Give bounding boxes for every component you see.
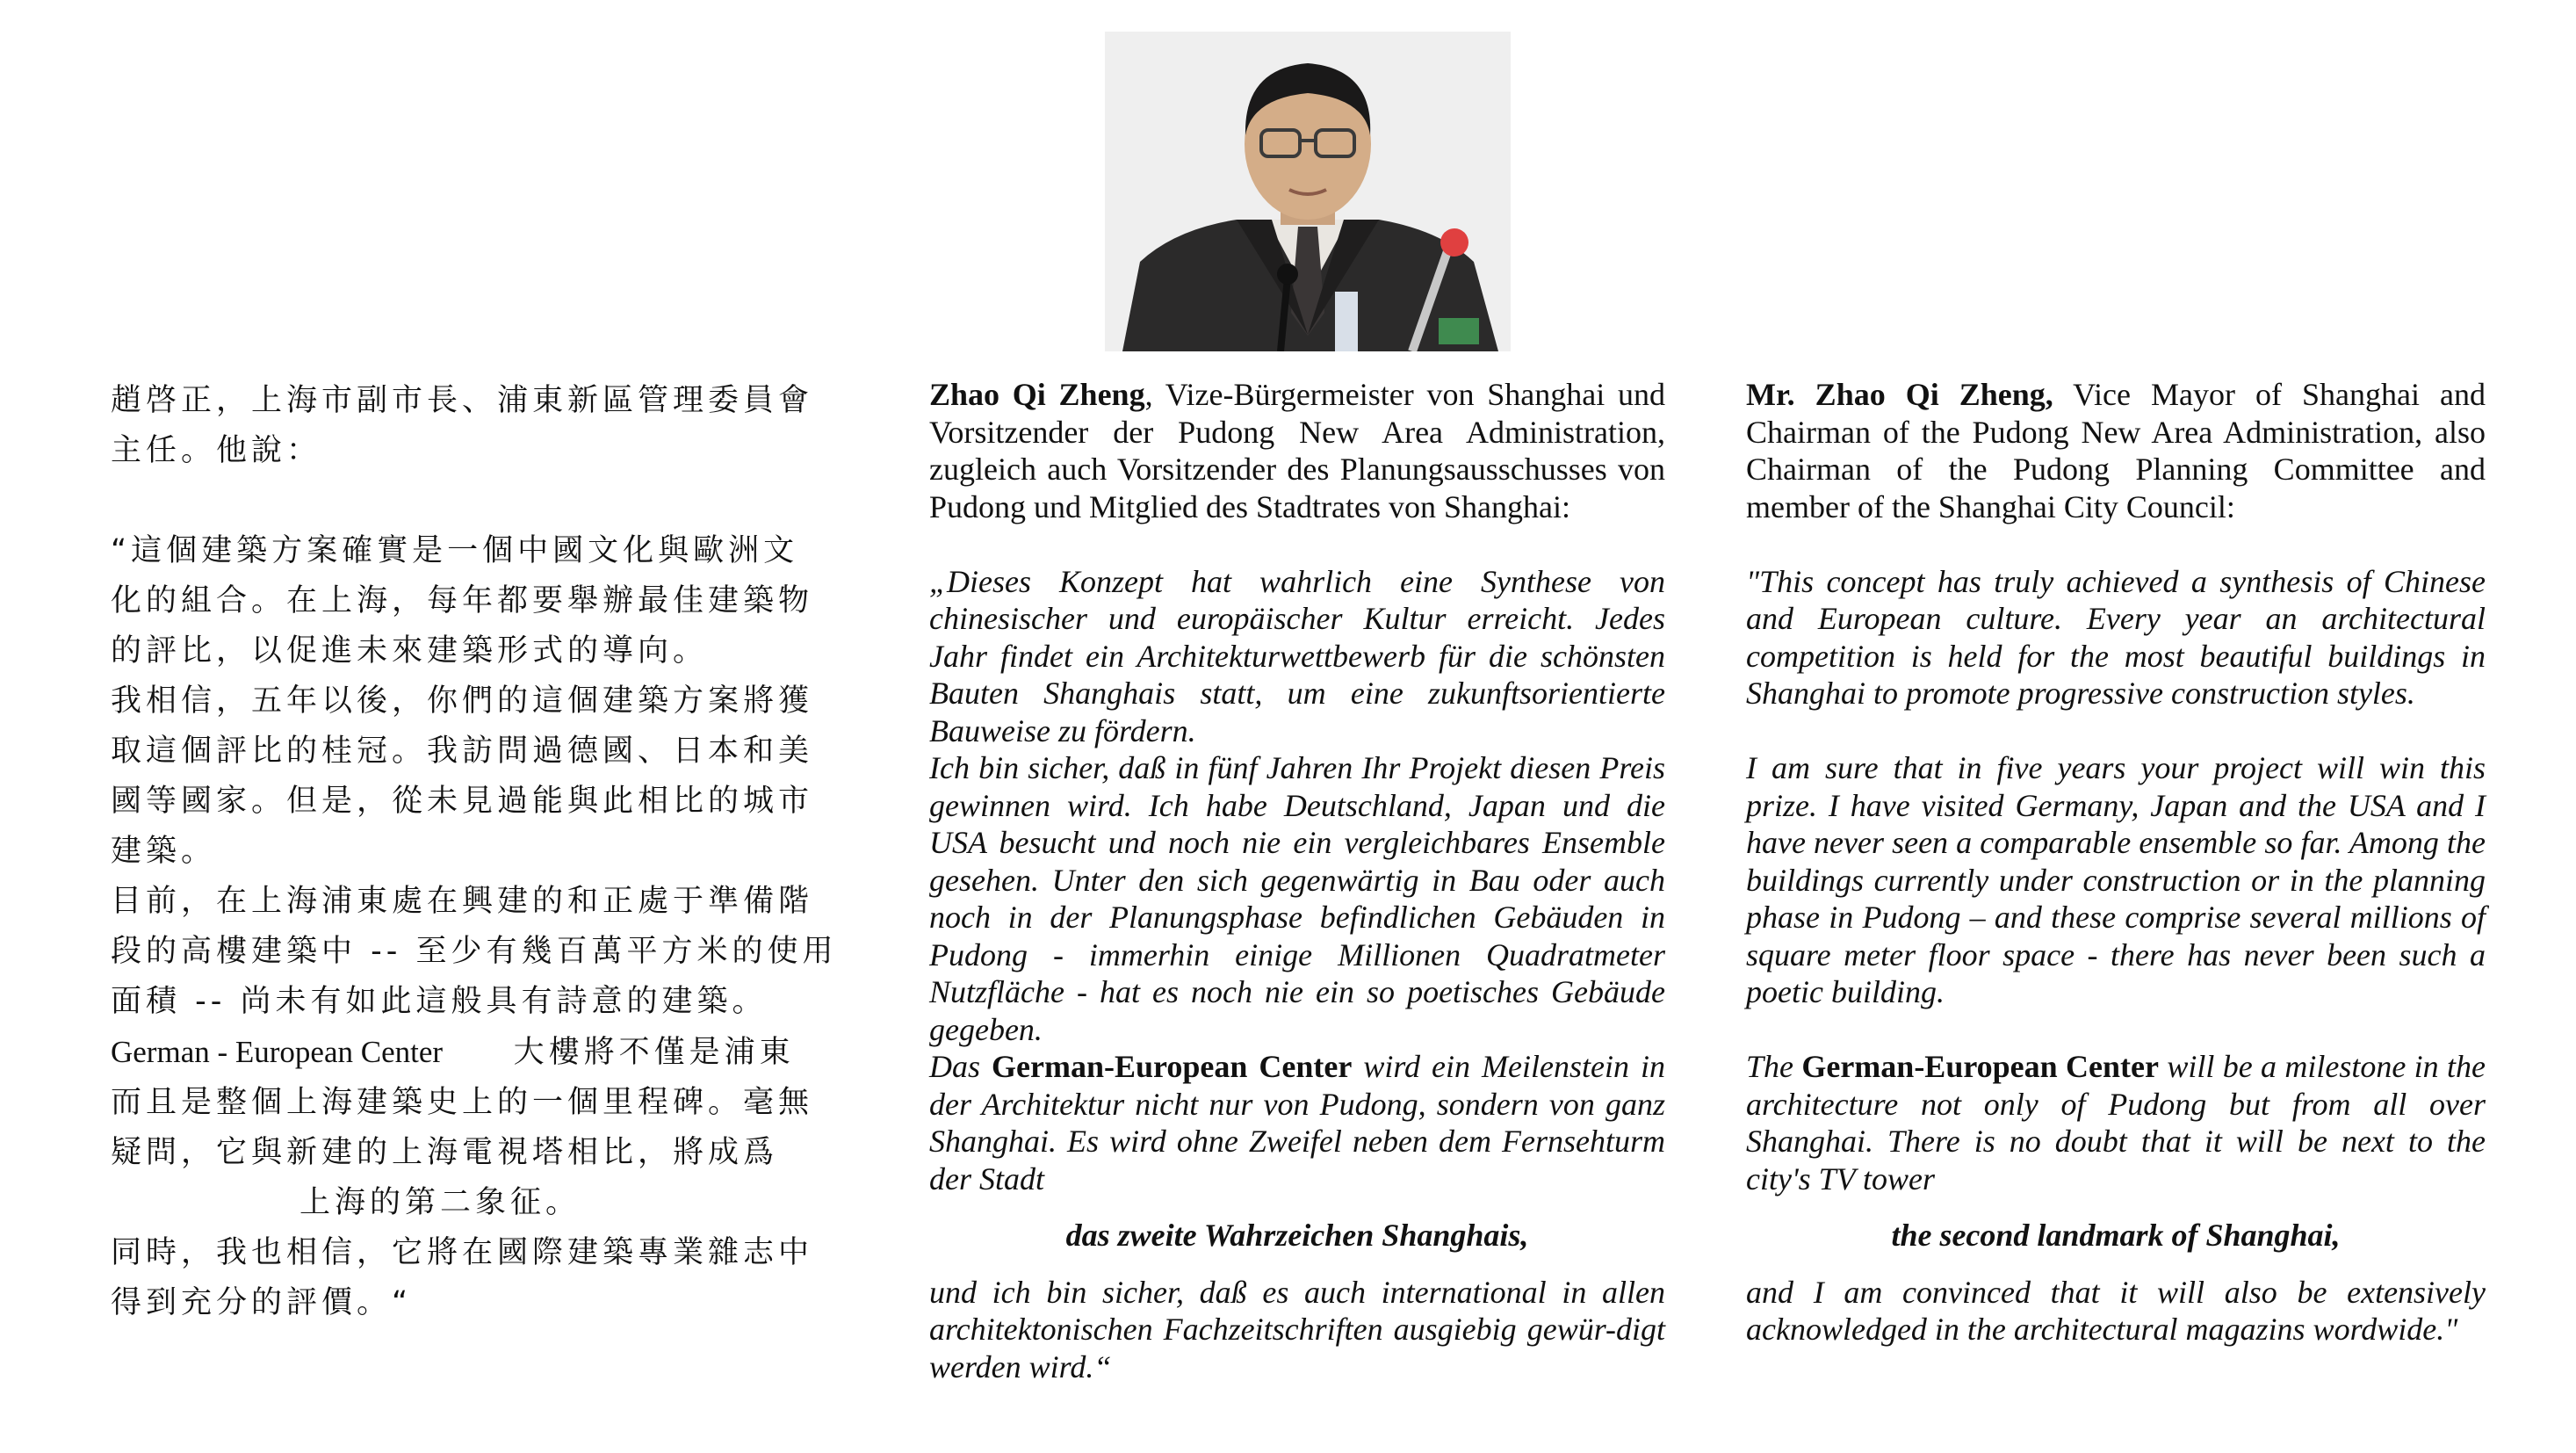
de-speaker-name: Zhao Qi Zheng (929, 377, 1145, 412)
cn-quote-line (111, 1027, 866, 1078)
cn-quote-line: 國等國家。但是，從未見過能與此相比的城市 (111, 784, 814, 819)
cn-quote-line: 面積 -- 尚未有如此這般具有詩意的建築。 (111, 984, 768, 1019)
de-text: wird ein Meilenstein in der Architektur nicht nur von Pudong, sondern von ganz Shanghai. Es wird ohne Zweifel neben dem Fernsehturm der Stadt (929, 1049, 1665, 1196)
cn-quote-line: “這個建築方案確實是一個中國文化與歐洲文 (111, 533, 799, 568)
de-center-name: German-European Center (992, 1049, 1353, 1084)
cn-quote-line: 而且是整個上海建築史上的一個里程碑。毫無 (111, 1085, 814, 1120)
en-text: The (1746, 1049, 1802, 1084)
de-landmark: das zweite Wahrzeichen Shanghais, (1065, 1218, 1529, 1253)
english-column (1746, 376, 2486, 1348)
de-quote-paragraph: „Dieses Konzept hat wahrlich eine Synthese von chinesischer und europäischer Kultur erreicht. Jedes Jahr findet ein Architekturwettbewerb für die schönsten Bauten Shanghais statt, um eine zukunftsorientierte Bauweise zu fördern. (929, 563, 1665, 748)
cn-quote-line: 段的高樓建築中 -- 至少有幾百萬平方米的使用 (111, 934, 838, 969)
cn-quote-line: 同時，我也相信，它將在國際建築專業雜志中 (111, 1235, 814, 1270)
chinese-column (111, 376, 866, 1328)
cn-quote-line: 取這個評比的桂冠。我訪問過德國、日本和美 (111, 734, 814, 769)
de-closing: und ich bin sicher, daß es auch international in allen architektonischen Fachzeitschriften ausgiebig gewür-digt werden wird.“ (929, 1274, 1665, 1384)
en-closing: and I am convinced that it will also be extensively acknowledged in the architectural magazins wordwide." (1746, 1274, 2486, 1347)
en-speaker-name: Mr. Zhao Qi Zheng, (1746, 377, 2053, 412)
en-center-name: German-European Center (1801, 1049, 2159, 1084)
de-intro (929, 376, 1665, 525)
de-quote-paragraph: Ich bin sicher, daß in fünf Jahren Ihr Projekt diesen Preis gewinnen wird. Ich habe Deutschland, Japan und die USA besucht und noch nie ein vergleichbares Ensemble gesehen. Unter den sich gegenwärtig in Bau oder auch noch in der Planungsphase befindlichen Gebäuden in Pudong - immerhin einige Millionen Quadratmeter Nutzfläche - hat es noch nie ein so poetisches Gebäude gegeben. (929, 750, 1665, 1047)
en-quote-paragraph (1746, 1048, 2486, 1197)
de-intro-text: , Vize-Bürgermeister von Shanghai und Vorsitzender der Pudong New Area Administration, zugleich auch Vorsitzender des Planungsausschusses von Pudong und Mitglied des Stadtrates von Shanghai: (929, 377, 1666, 524)
en-text: will be a milestone in the architecture not only of Pudong but from all over Shanghai. There is no doubt that it will be next to the city's TV tower (1746, 1049, 2486, 1196)
speaker-photo (1105, 32, 1511, 351)
german-column (929, 376, 1665, 1385)
cn-quote-line: 疑問，它與新建的上海電視塔相比，將成爲 (111, 1135, 779, 1170)
cn-quote-line: 得到充分的評價。“ (111, 1285, 413, 1320)
en-intro (1746, 376, 2486, 525)
cn-quote-line: 目前，在上海浦東處在興建的和正處于準備階 (111, 884, 814, 919)
cn-intro-line: 主任。他說： (111, 433, 322, 468)
cn-intro-line: 趙啓正，上海市副市長、浦東新區管理委員會 (111, 383, 814, 418)
cn-quote-text: 大樓將不僅是浦東 (513, 1035, 795, 1070)
cn-quote-line: 建築。 (111, 834, 217, 869)
cn-quote-line: 化的組合。在上海，每年都要舉辦最佳建築物 (111, 583, 814, 618)
de-quote-paragraph (929, 1048, 1665, 1197)
cn-center-name: German - European Center (111, 1035, 444, 1069)
cn-quote-line: 的評比，以促進未來建築形式的導向。 (111, 633, 709, 669)
en-intro-text: Vice Mayor of Shanghai and Chairman of the Pudong New Area Administration, also Chairman of the Pudong Planning Committee and member of the Shanghai City Council: (1746, 377, 2486, 524)
en-quote-paragraph: "This concept has truly achieved a synthesis of Chinese and European culture. Every year an architectural competition is held for the most beautiful buildings in Shanghai to promote progressive construction styles. (1746, 563, 2486, 711)
de-text: Das (929, 1049, 992, 1084)
cn-quote-line: 上海的第二象征。 (299, 1185, 581, 1220)
en-landmark: the second landmark of Shanghai, (1891, 1218, 2341, 1253)
en-quote-paragraph: I am sure that in five years your project will win this prize. I have visited Germany, Japan and the USA and I have never seen a comparable ensemble so far. Among the buildings currently under construction or in the planning phase in Pudong – and these comprise several millions of square meter floor space - there has never been such a poetic building. (1746, 750, 2486, 1009)
cn-quote-line: 我相信，五年以後，你們的這個建築方案將獲 (111, 683, 814, 719)
